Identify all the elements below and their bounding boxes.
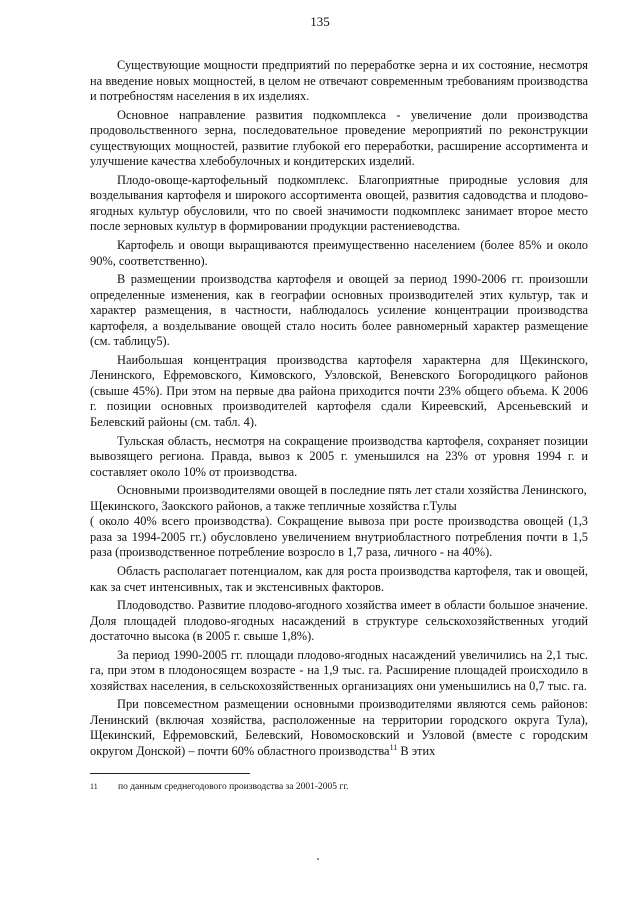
- paragraph-potato-concentration: Наибольшая концентрация производства картофеля характерна для Щекинского, Ленинского, Ефремовского, Кимовского, Узловской, Веневского Богородицкого районов (свыше 45%). При этом на первые два района приходится почти 23% общего объема. К 2006 г. позиции основных производителей картофеля сдали Киреевский, Арсеньевский и Белевский районы (см. табл. 4).: [90, 352, 588, 430]
- paragraph-tula-export: Тульская область, несмотря на сокращение производства картофеля, сохраняет позиции вывозящего региона. Правда, вывоз к 2005 г. уменьшился на 23% от уровня 1994 г. и составляет около 10% от производства.: [90, 433, 588, 479]
- footnote-text: по данным среднегодового производства за 2001-2005 гг.: [118, 782, 349, 792]
- paragraph-potato-subcomplex: Плодо-овоще-картофельный подкомплекс. Благоприятные природные условия для возделывания картофеля и широкого ассортимента овощей, развития садоводства и плодово-ягодных культур обусловили, что по своей значимости подкомплекс занимает второе место после зерновых культур в формировании продукции растениеводства.: [90, 172, 588, 234]
- scan-speck: [317, 858, 319, 860]
- paragraph-grown-by-population: Картофель и овощи выращиваются преимущественно населением (более 85% и около 90%, соответственно).: [90, 238, 588, 268]
- paragraph-region-potential: Область располагает потенциалом, как для роста производства картофеля, так и овощей, как за счет интенсивных, так и экстенсивных факторов.: [90, 563, 588, 594]
- paragraph-seven-districts: [90, 697, 588, 759]
- paragraph-grain-capacity: Существующие мощности предприятий по переработке зерна и их состояние, несмотря на введение новых мощностей, в целом не отвечают современным требованиям производства и потребностям населения в их изделиях.: [90, 58, 588, 104]
- paragraph-vegetable-share: ( около 40% всего производства). Сокращение вывоза при росте производства овощей (1,3 раза за 1994-2005 гг.) обусловлено увеличением внутриобластного потребления почти в 1,5 раза (производственное потребление возросло в 1,7 раза, личного - на 40%).: [90, 514, 588, 560]
- footnote-divider: [90, 773, 250, 774]
- footnote-reference: 11: [389, 742, 398, 752]
- paragraph-orchard-area: За период 1990-2005 гг. площади плодово-ягодных насаждений увеличились на 2,1 тыс. га, при этом в плодоносящем возрасте - на 1,9 тыс. га. Расширение площадей происходило в хозяйствах населения, в сельскохозяйственных организациях они уменьшились на 0,7 тыс. га.: [90, 647, 588, 693]
- footnote: [90, 781, 588, 793]
- paragraph-main-direction: Основное направление развития подкомплекса - увеличение доли производства продовольственного зерна, последовательное проведение мероприятий по реконструкции существующих мощностей, развитие глубокой его переработки, расширение ассортимента и улучшение качества хлебобулочных и кондитерских изделий.: [90, 107, 588, 169]
- paragraph-fruit-growing: Плодоводство. Развитие плодово-ягодного хозяйства имеет в области большое значение. Доля площадей плодово-ягодных насаждений в структуре сельскохозяйственных угодий достаточно высока (в 2005 г. свыше 1,8%).: [90, 598, 588, 644]
- page-number: 135: [310, 14, 330, 29]
- paragraph-placement-changes: В размещении производства картофеля и овощей за период 1990-2006 гг. произошли определенные изменения, как в географии основных производителей этих культур, так и характер размещения, в частности, наблюдалось усиление концентрации производства картофеля, а возделывание овощей стало носить более равномерный характер размещение (см. таблицу5).: [90, 272, 588, 349]
- footnote-mark: 11: [90, 782, 98, 791]
- body-text: [90, 58, 588, 763]
- paragraph-seven-districts-text: При повсеместном размещении основными производителями являются семь районов: Ленинский (включая хозяйства, расположенные на территории городского округа Тула), Щекинский, Ефремовский, Белевский, Новомосковский и Узловой (вместе с городским округом Донской) – почти 60% областного производства: [90, 697, 588, 758]
- paragraph-vegetable-producers: Основными производителями овощей в последние пять лет стали хозяйства Ленинского, Щекинского, Заокского районов, а также тепличные хозяйства г.Тулы: [90, 483, 587, 513]
- paragraph-seven-districts-tail: В этих: [397, 743, 436, 758]
